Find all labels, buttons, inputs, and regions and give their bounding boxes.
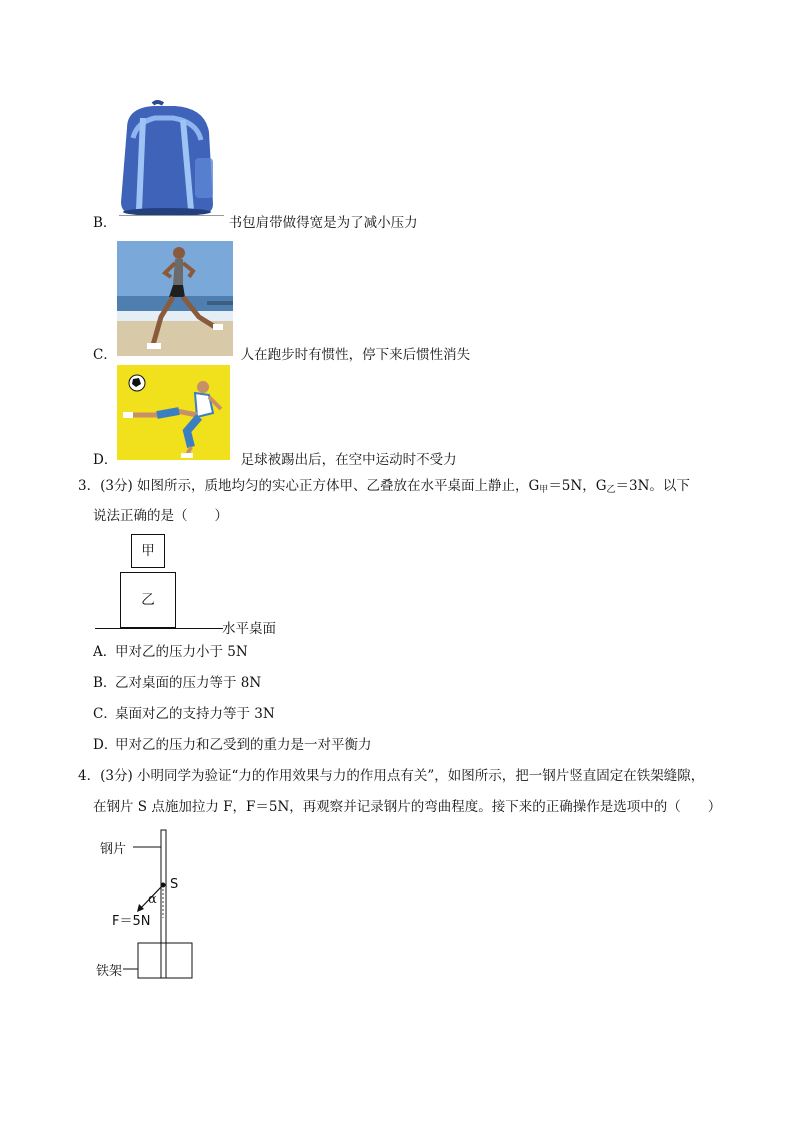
block-yi: 乙 [120,572,176,628]
angle-label: α [148,892,157,907]
soccer-image [117,365,230,460]
q3-figure [95,530,295,640]
q3-option-b: B．乙对桌面的压力等于 8N [93,675,262,691]
point-s-label: S [170,877,179,892]
q4-stem-line1: 4．(3分) 小明同学为验证“力的作用效果与力的作用点有关”，如图所示，把一钢片竖直固定在铁架缝隙， [78,768,705,784]
q3-option-d: D．甲对乙的压力和乙受到的重力是一对平衡力 [93,737,372,753]
stand-label: 铁架 [96,964,123,979]
q2-option-d: D． 足球被踢出后，在空中运动时不受力 [93,452,457,468]
q2-option-c: C． 人在跑步时有惯性，停下来后惯性消失 [93,347,471,363]
steel-label: 钢片 [100,842,127,857]
q3-stem-line1: 3．(3分) 如图所示，质地均匀的实心正方体甲、乙叠放在水平桌面上静止，$G_甲=5N$，$G_乙=3N$。以下 [78,478,690,495]
block-jia: 甲 [131,534,165,568]
runner-image [117,241,233,356]
q4-stem-line2: 在钢片 S 点施加拉力 F，F＝5N，再观察并记录钢片的弯曲程度。接下来的正确操作是选项中的（ ） [93,799,722,815]
table-surface-line [95,628,223,629]
force-label: F＝5N [112,914,151,929]
backpack-image [113,98,221,218]
q3-stem-line2: 说法正确的是（ ） [93,508,228,524]
table-label: 水平桌面 [222,621,276,637]
q4-figure [95,828,215,983]
q2-option-b: B． 书包肩带做得宽是为了减小压力 [93,215,418,231]
q3-option-c: C．桌面对乙的支持力等于 3N [93,706,275,722]
q3-option-a: A．甲对乙的压力小于 5N [93,644,248,660]
